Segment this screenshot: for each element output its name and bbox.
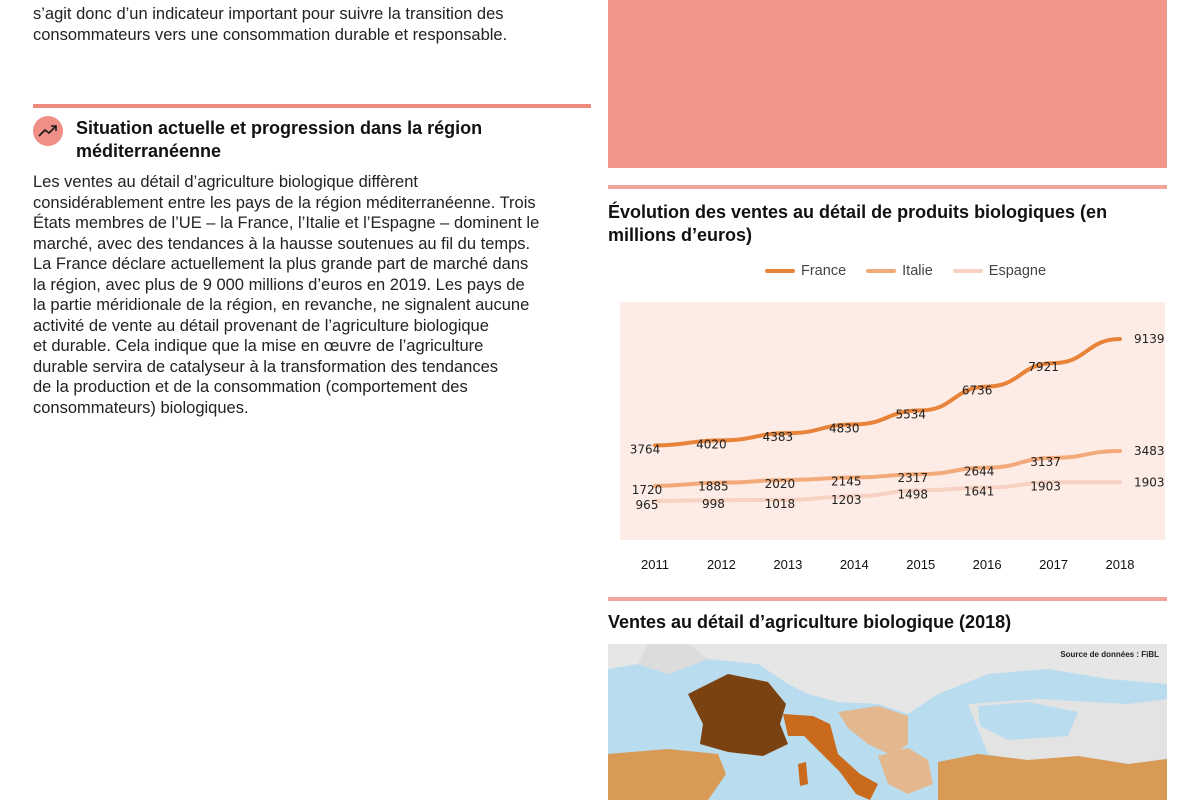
body-line: États membres de l’UE – la France, l’Italie et l’Espagne – dominent le [33,214,540,232]
body-line: La France déclare actuellement la plus grande part de marché dans [33,255,529,273]
data-label: 1885 [698,479,729,494]
x-tick-label: 2016 [972,557,1002,572]
data-label: 1498 [897,487,928,502]
legend-swatch-espagne [953,269,983,273]
body-line: durable servira de catalyseur à la transformation des tendances [33,357,499,376]
data-label: 1018 [764,496,796,511]
data-label: 2145 [831,474,862,489]
x-tick-label: 2017 [1039,557,1069,572]
intro-paragraph [33,4,593,46]
body-line: marché, avec des tendances à la hausse soutenues au fil du temps. [33,234,531,253]
section-body [33,172,581,418]
data-label: 2317 [897,471,928,486]
section-title: Situation actuelle et progression dans la région méditerranéenne [76,118,483,161]
body-line: la partie méridionale de la région, en revanche, ne signalent aucune [33,296,530,314]
data-label: 1720 [631,482,663,497]
x-tick-label: 2013 [773,557,803,572]
x-tick-label: 2015 [906,557,936,572]
legend-swatch-france [765,269,795,273]
legend-label: France [801,263,847,279]
highlight-box [608,0,1167,168]
data-label: 3764 [629,442,661,457]
chart-divider [608,185,1167,189]
map-title: Ventes au détail d’agriculture biologique (2018) [608,612,1012,632]
legend-label: Espagne [988,263,1047,279]
body-line: activité de vente au détail provenant de l’agriculture biologique [33,316,489,335]
intro-line: s’agit donc d’un indicateur important pour suivre la transition des [33,5,504,23]
x-tick-label: 2011 [641,557,669,572]
data-label: 1641 [963,484,995,499]
body-line: consommateurs) biologiques. [33,398,249,417]
legend-swatch-italie [866,269,896,273]
data-label: 6736 [961,383,993,398]
data-label: 4020 [696,437,727,452]
data-label: 1203 [831,493,862,508]
legend-item-italie [866,263,933,279]
x-tick-label: 2012 [706,557,736,572]
country-greece [878,748,933,794]
chart-legend [765,263,1046,279]
x-tick-label: 2018 [1105,557,1135,572]
map-source: Source de données : FiBL [1060,650,1159,659]
section-divider [33,104,591,108]
country-france [688,674,788,756]
map-graphic [608,644,1167,800]
data-label: 965 [635,497,659,512]
data-label: 998 [701,497,725,512]
data-label: 5534 [895,407,926,422]
legend-label: Italie [902,263,933,279]
data-label: 7921 [1028,360,1059,375]
body-line: et durable. Cela indique que la mise en œuvre de l’agriculture [33,337,484,355]
trend-up-icon [33,116,63,146]
data-label: 3137 [1030,454,1061,469]
data-label: 2644 [963,464,995,479]
map-divider [608,597,1167,601]
data-label: 4830 [829,421,860,436]
mediterranean-map [608,644,1167,800]
data-label: 1903 [1134,475,1165,490]
island-sardinia [798,762,808,786]
data-label: 2020 [764,476,796,491]
chart-title: Évolution des ventes au détail de produits biologiques (en millions d’euros) [608,202,1108,245]
body-line: la région, avec plus de 9 000 millions d’euros en 2019. Les pays de [33,275,525,294]
data-label: 3483 [1134,444,1165,459]
legend-item-france [765,263,846,279]
legend-item-espagne [953,263,1046,279]
body-line: Les ventes au détail d’agriculture biologique diffèrent [33,173,418,191]
data-label: 9139 [1134,331,1165,346]
body-line: de la production et de la consommation (comportement des [33,378,468,396]
data-label: 4383 [762,430,794,445]
sales-line-chart [600,290,1170,590]
country-spain [608,749,726,800]
data-label: 1903 [1030,479,1061,494]
country-balkans [838,706,908,756]
intro-line: consommateurs vers une consommation durable et responsable. [33,26,508,44]
body-line: considérablement entre les pays de la région méditerranéenne. Trois [33,193,536,212]
x-tick-label: 2014 [839,557,869,572]
